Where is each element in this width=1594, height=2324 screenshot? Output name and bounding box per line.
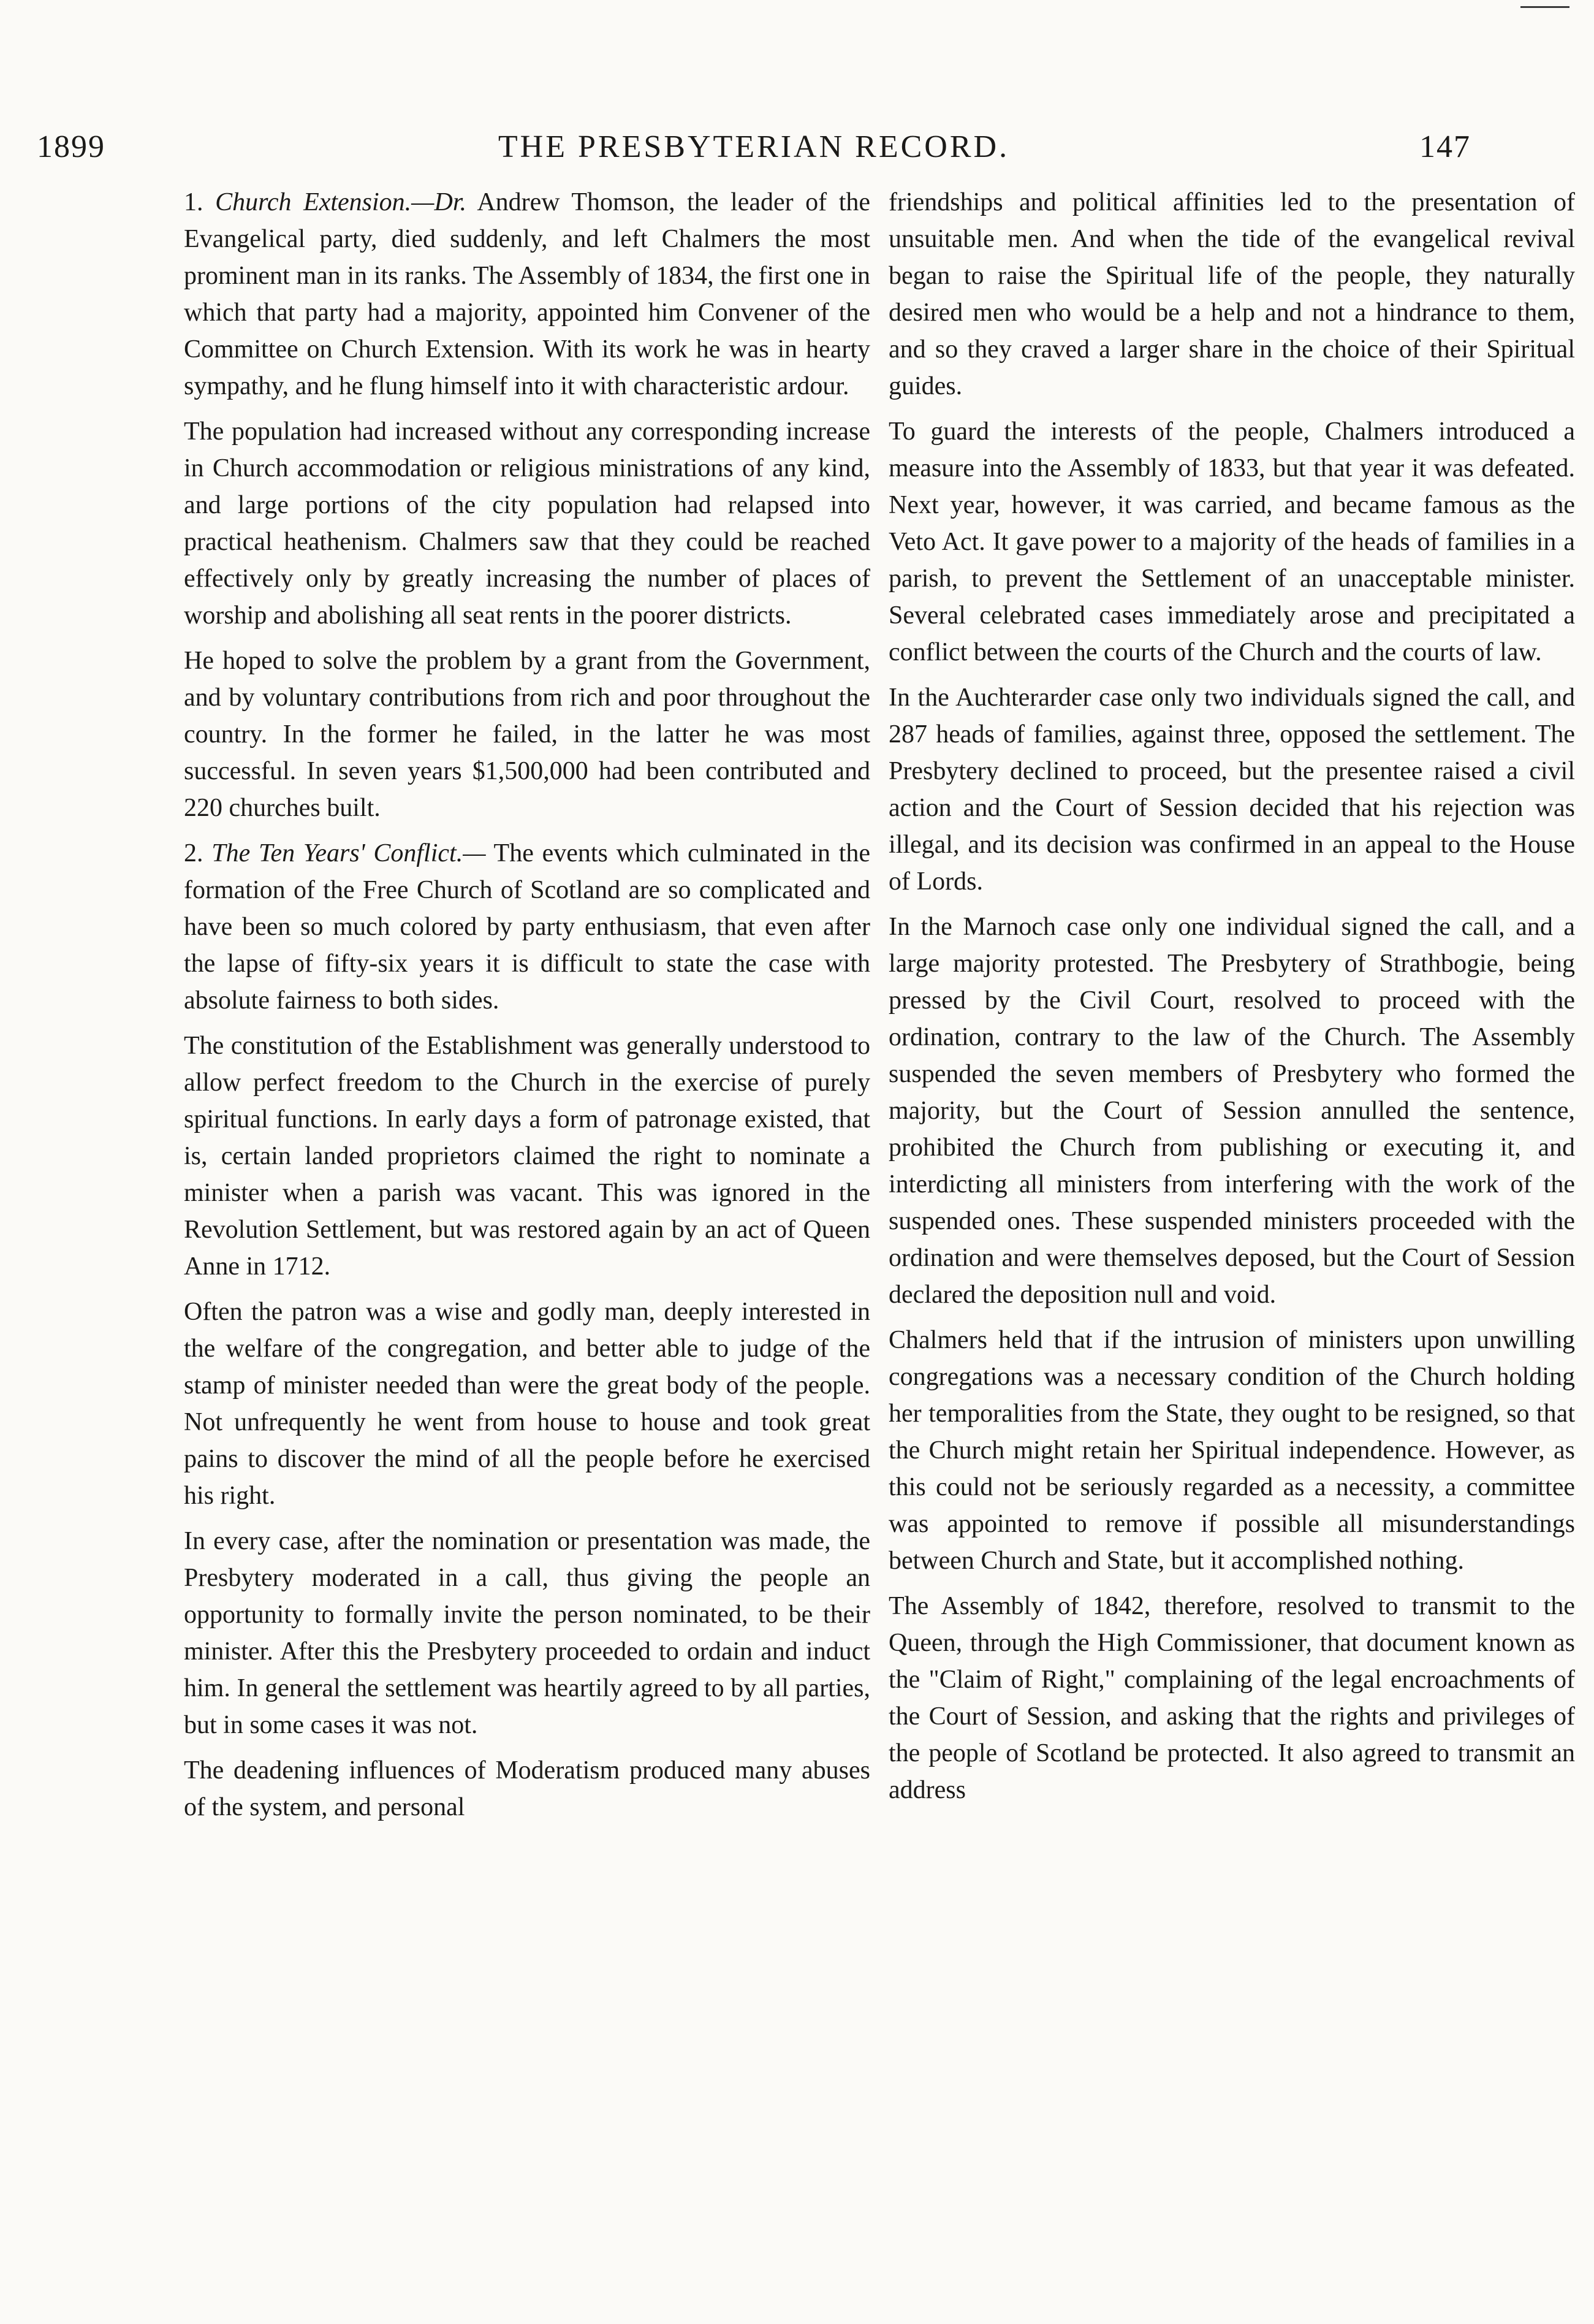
paragraph: Often the patron was a wise and godly man, deeply interested in the welfare of the congregation, and better able to judge of the stamp of minister needed than were the great body of the people. Not unfrequently he went from house to house and took great pains to discover the mind of all the people before he exercised his right. — [184, 1298, 870, 1510]
section-number: 1. — [184, 188, 203, 216]
paragraph: The Assembly of 1842, therefore, resolved to transmit to the Queen, through the High Commissioner, that document known as the "Claim of Right," complaining of the legal encroachments of the Court of Session, and asking that the rights and privileges of the people of Scotland be protected. It also agreed to transmit an address — [889, 1592, 1575, 1804]
paragraph-text: Andrew Thomson, the leader of the Evangelical party, died suddenly, and left Chalmers the most prominent man in its ranks. The Assembly of 1834, the first one in which that party had a majority, appointed him Convener of the Committee on Church Extension. With its work he was in hearty sympathy, and he flung himself into it with characteristic ardour. — [184, 188, 871, 400]
paragraph: In the Marnoch case only one individual signed the call, and a large majority protested. The Presbytery of Strathbogie, being pressed by the Civil Court, resolved to proceed with the ordination, contrary to the law of the Church. The Assembly suspended the seven members of Presbytery who formed the majority, but the Court of Session annulled the sentence, prohibited the Church from publishing or executing it, and interdicting all ministers from interfering with the work of the suspended ones. These suspended ministers proceeded with the ordination and were themselves deposed, but the Court of Session declared the deposition null and void. — [889, 913, 1575, 1309]
header-page-number: 147 — [1419, 129, 1471, 164]
header-title: THE PRESBYTERIAN RECORD. — [498, 129, 1010, 164]
right-column — [889, 184, 1575, 1817]
section-number: 2. — [184, 839, 203, 867]
left-column — [184, 184, 870, 1834]
page-header — [37, 123, 1471, 172]
header-year: 1899 — [37, 129, 105, 164]
paragraph: To guard the interests of the people, Chalmers introduced a measure into the Assembly of 1833, but that year it was defeated. Next year, however, it was carried, and became famous as the Veto Act. It gave power to a majority of the heads of families in a parish, to prevent the Settlement of an unacceptable minister. Several celebrated cases immediately arose and precipitated a conflict between the courts of the Church and the courts of law. — [889, 417, 1575, 666]
corner-rule — [1520, 6, 1569, 8]
paragraph-church-extension — [184, 184, 870, 405]
paragraph-text: The events which culminated in the formation of the Free Church of Scotland are so complicated and have been so much colored by party enthusiasm, that even after the lapse of fifty-six years it is difficult to state the case with absolute fairness to both sides. — [184, 839, 871, 1015]
paragraph-ten-years-conflict — [184, 835, 870, 1019]
paragraph: The deadening influences of Moderatism produced many abuses of the system, and personal — [184, 1756, 870, 1821]
section-heading: The Ten Years' Conflict.— — [211, 839, 486, 867]
section-heading: Church Extension.—Dr. — [215, 188, 467, 216]
paragraph: The population had increased without any corresponding increase in Church accommodation or religious ministrations of any kind, and large portions of the city population had relapsed into practical heathenism. Chalmers saw that they could be reached effectively only by greatly increasing the number of places of worship and abolishing all seat rents in the poorer districts. — [184, 417, 870, 630]
paragraph: Chalmers held that if the intrusion of ministers upon unwilling congregations was a necessary condition of the Church holding her temporalities from the State, they ought to be resigned, so that the Church might retain her Spiritual independence. However, as this could not be seriously regarded as a necessity, a committee was appointed to remove if possible all misunderstandings between Church and State, but it accomplished nothing. — [889, 1326, 1575, 1575]
paragraph: friendships and political affinities led to the presentation of unsuitable men. And when the tide of the evangelical revival began to raise the Spiritual life of the people, they naturally desired men who would be a help and not a hindrance to them, and so they craved a larger share in the choice of their Spiritual guides. — [889, 188, 1575, 400]
paragraph: In the Auchterarder case only two individuals signed the call, and 287 heads of families, against three, opposed the settlement. The Presbytery declined to proceed, but the presentee raised a civil action and the Court of Session decided that his rejection was illegal, and its decision was confirmed in an appeal to the House of Lords. — [889, 684, 1575, 896]
paragraph: In every case, after the nomination or presentation was made, the Presbytery moderated in a call, thus giving the people an opportunity to formally invite the person nominated, to be their minister. After this the Presbytery proceeded to ordain and induct him. In general the settlement was heartily agreed to by all parties, but in some cases it was not. — [184, 1527, 870, 1739]
paragraph: He hoped to solve the problem by a grant from the Government, and by voluntary contributions from rich and poor throughout the country. In the former he failed, in the latter he was most successful. In seven years $1,500,000 had been contributed and 220 churches built. — [184, 647, 870, 822]
paragraph: The constitution of the Establishment was generally understood to allow perfect freedom to the Church in the exercise of purely spiritual functions. In early days a form of patronage existed, that is, certain landed proprietors claimed the right to nominate a minister when a parish was vacant. This was ignored in the Revolution Settlement, but was restored again by an act of Queen Anne in 1712. — [184, 1032, 870, 1281]
